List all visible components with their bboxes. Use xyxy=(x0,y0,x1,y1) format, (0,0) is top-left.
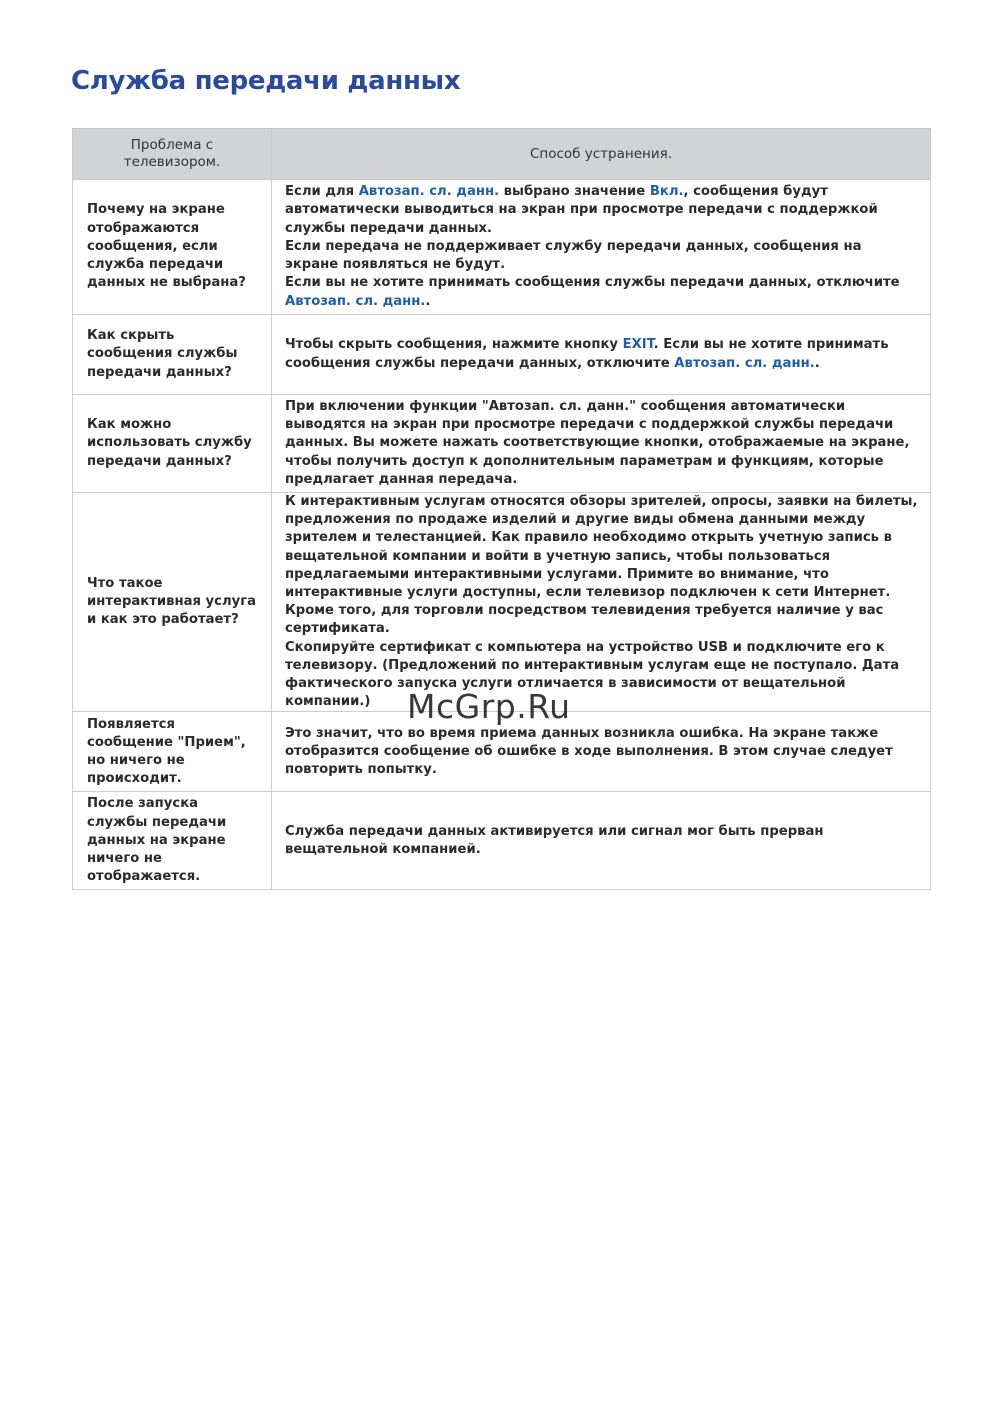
solution-cell: Служба передачи данных активируется или сигнал мог быть прерван вещательной компанией. xyxy=(272,792,931,890)
solution-cell: Чтобы скрыть сообщения, нажмите кнопку EXIT. Если вы не хотите принимать сообщения службы передачи данных, отключите Автозап. сл. данн.. xyxy=(272,315,931,395)
solution-cell: Это значит, что во время приема данных возникла ошибка. На экране также отобразится сообщение об ошибке в ходе выполнения. В этом случае следует повторить попытку. xyxy=(272,712,931,792)
solution-cell: При включении функции "Автозап. сл. данн." сообщения автоматически выводятся на экран при просмотре передачи с поддержкой службы передачи данных. Вы можете нажать соответствующие кнопки, отображаемые на экране, чтобы получить доступ к дополнительным параметрам и функциям, которые предлагает данная передача. xyxy=(272,395,931,493)
solution-cell: К интерактивным услугам относятся обзоры зрителей, опросы, заявки на билеты, предложения по продаже изделий и другие виды обмена данными между зрителем и телестанцией. Как правило необходимо открыть учетную запись в вещательной компании и войти в учетную запись, чтобы пользоваться предлагаемыми интерактивными услугами. Примите во внимание, что интерактивные услуги доступны, если телевизор подключен к сети Интернет. Кроме того, для торговли посредством телевидения требуется наличие у вас сертификата. Скопируйте сертификат с компьютера на устройство USB и подключите его к телевизору. (Предложений по интерактивным услугам еще не поступало. Дата фактического запуска услуги отличается в зависимости от вещательной компании.) xyxy=(272,493,931,712)
table-row xyxy=(73,712,931,792)
table-row xyxy=(73,792,931,890)
table-header-row xyxy=(73,129,931,180)
setting-name: Автозап. сл. данн. xyxy=(358,184,500,200)
column-header-solution: Способ устранения. xyxy=(272,129,931,180)
watermark: McGrp.Ru xyxy=(407,687,571,726)
table-row xyxy=(73,395,931,493)
button-name: EXIT xyxy=(622,337,654,353)
setting-value: Вкл. xyxy=(649,184,684,200)
troubleshooting-table xyxy=(72,128,931,890)
problem-cell: Почему на экране отображаются сообщения, если служба передачи данных не выбрана? xyxy=(73,180,272,315)
problem-cell: После запуска службы передачи данных на экране ничего не отображается. xyxy=(73,792,272,890)
table-row xyxy=(73,180,931,315)
problem-cell: Как скрыть сообщения службы передачи данных? xyxy=(73,315,272,395)
problem-cell: Что такое интерактивная услуга и как это работает? xyxy=(73,493,272,712)
setting-name: Автозап. сл. данн. xyxy=(674,355,815,371)
table-row xyxy=(73,315,931,395)
problem-cell: Как можно использовать службу передачи данных? xyxy=(73,395,272,493)
column-header-problem: Проблема с телевизором. xyxy=(73,129,272,180)
setting-name: Автозап. сл. данн. xyxy=(285,293,426,309)
table-row xyxy=(73,493,931,712)
solution-cell: Если для Автозап. сл. данн. выбрано значение Вкл., сообщения будут автоматически выводиться на экран при просмотре передачи с поддержкой службы передачи данных. Если передача не поддерживает службу передачи данных, сообщения на экране появляться не будут. Если вы не хотите принимать сообщения службы передачи данных, отключите Автозап. сл. данн.. xyxy=(272,180,931,315)
problem-cell: Появляется сообщение "Прием", но ничего не происходит. xyxy=(73,712,272,792)
page-title: Служба передачи данных xyxy=(71,66,461,96)
